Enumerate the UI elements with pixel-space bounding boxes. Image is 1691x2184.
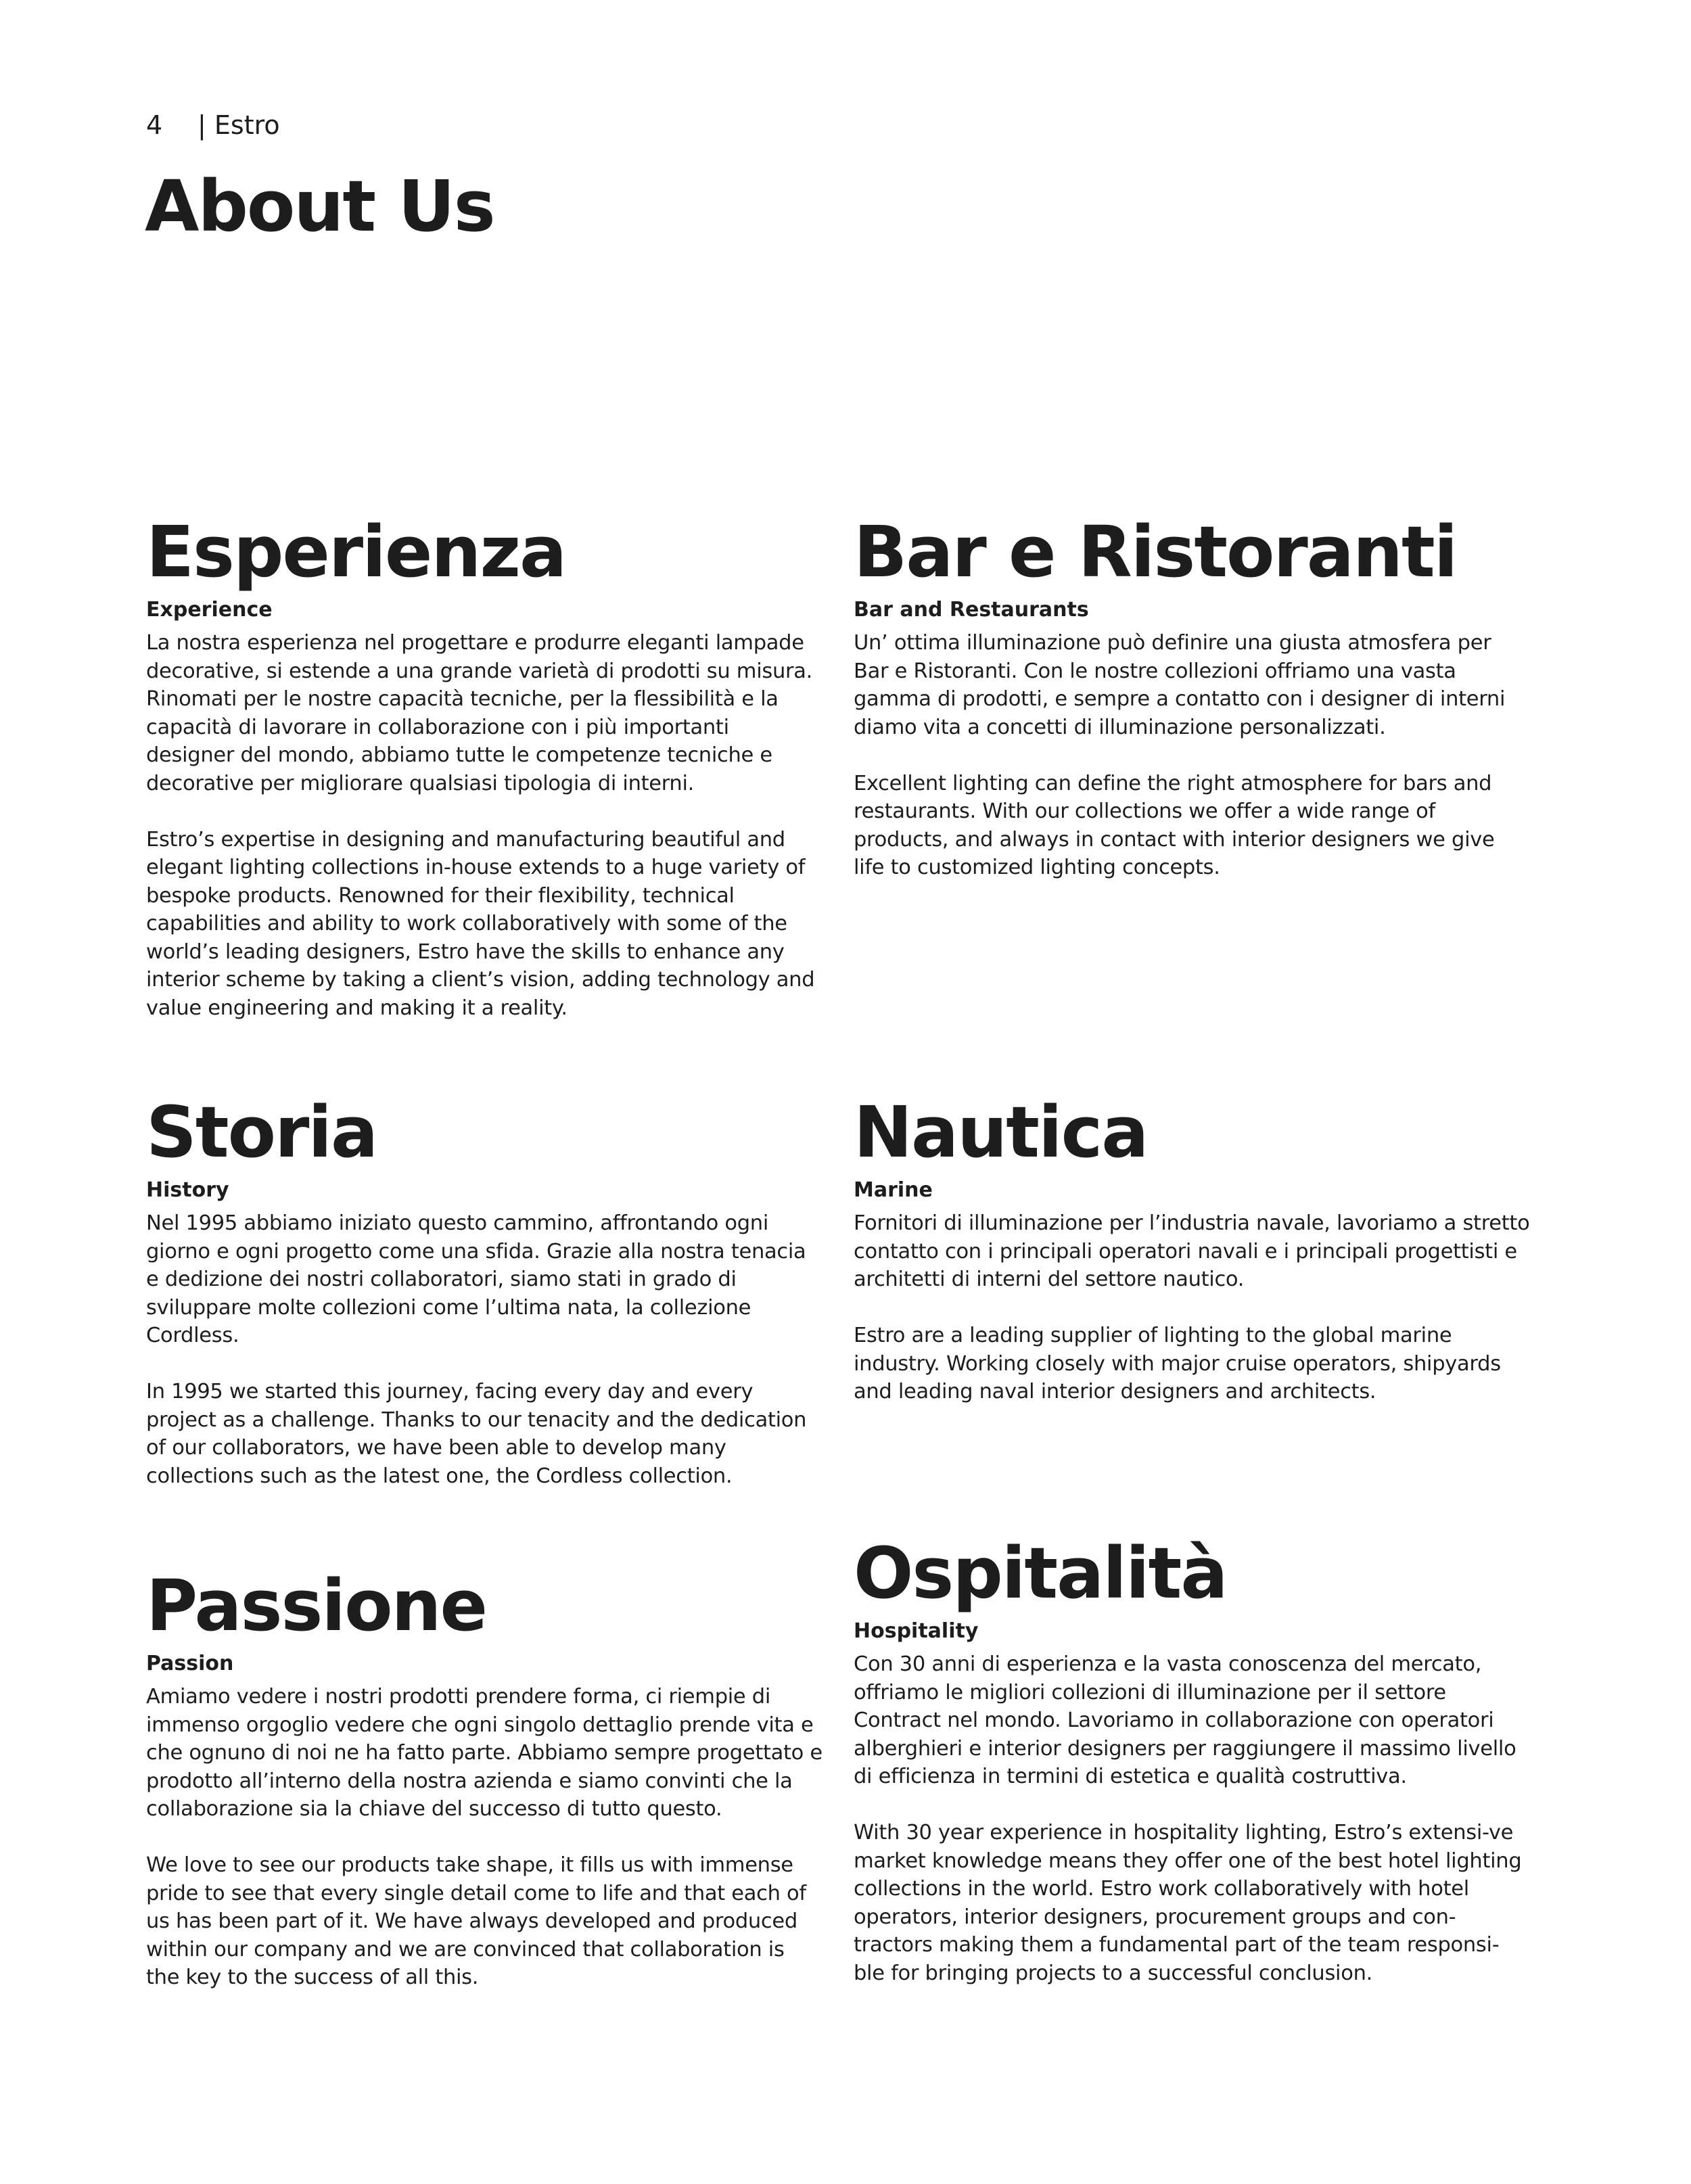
section-heading: Esperienza bbox=[146, 511, 566, 593]
section-paragraph-english: Estro are a leading supplier of lighting to the global marine industry. Working closely with major cruise operators, shipyards and leading naval interior designers and architects. bbox=[854, 1324, 1501, 1403]
page-number: 4 bbox=[146, 110, 163, 140]
page-header bbox=[146, 107, 280, 143]
section-nautica bbox=[854, 1092, 1530, 1406]
section-paragraph-italian: Amiamo vedere i nostri prodotti prendere forma, ci riempie di immenso orgoglio vedere che ogni singolo dettaglio prende vita e che ognuno di noi ne ha fatto parte. Abbiamo sempre progettato e prodotto all’interno della nostra azienda e siamo convinti che la collaborazione sia la chiave del successo di tutto questo. bbox=[146, 1685, 823, 1821]
section-subheading: Hospitality bbox=[854, 1619, 979, 1643]
section-paragraph-italian: Fornitori di illuminazione per l’industria navale, lavoriamo a stretto contatto con i principali operatori navali e i principali progettisti e architetti di interni del settore nautico. bbox=[854, 1211, 1530, 1291]
section-heading: Storia bbox=[146, 1091, 377, 1174]
section-subheading: History bbox=[146, 1178, 229, 1202]
section-bar-ristoranti bbox=[854, 511, 1530, 882]
section-paragraph-english: In 1995 we started this journey, facing every day and every project as a challenge. Thanks to our tenacity and the dedication of our collaborators, we have been able to develop many collections such as the latest one, the Cordless collection. bbox=[146, 1380, 807, 1488]
section-heading: Ospitalità bbox=[854, 1532, 1227, 1614]
section-paragraph-italian: Un’ ottima illuminazione può definire una giusta atmosfera per Bar e Ristoranti. Con le nostre collezioni offriamo una vasta gamma di prodotti, e sempre a contatto con i designer di interni diamo vita a concetti di illuminazione personalizzati. bbox=[854, 631, 1506, 739]
section-paragraph-english: Excellent lighting can define the right atmosphere for bars and restaurants. With our collections we offer a wide range of products, and always in contact with interior designers we give life to customized lighting concepts. bbox=[854, 771, 1495, 879]
section-paragraph-english: Estro’s expertise in designing and manufacturing beautiful and elegant lighting collections in-house extends to a huge variety of bespoke products. Renowned for their flexibility, technical capabilities and ability to work collaboratively with some of the world’s leading designers, Estro have the skills to enhance any interior scheme by taking a client’s vision, adding technology and value engineering and making it a reality. bbox=[146, 827, 815, 1020]
section-subheading: Passion bbox=[146, 1652, 234, 1675]
section-subheading: Marine bbox=[854, 1178, 933, 1202]
section-paragraph-italian: Con 30 anni di esperienza e la vasta conoscenza del mercato, offriamo le migliori collezioni di illuminazione per il settore Contract nel mondo. Lavoriamo in collaborazione con operatori alberghieri e interior designers per raggiungere il massimo livello di efficienza in termini di estetica e qualità costruttiva. bbox=[854, 1652, 1516, 1788]
section-paragraph-italian: Nel 1995 abbiamo iniziato questo cammino, affrontando ogni giorno e ogni progetto come una sfida. Grazie alla nostra tenacia e dedizione dei nostri collaboratori, siamo stati in grado di sviluppare molte collezioni come l’ultima nata, la collezione Cordless. bbox=[146, 1211, 806, 1347]
section-heading: Passione bbox=[146, 1564, 487, 1647]
section-paragraph-italian: La nostra esperienza nel progettare e produrre eleganti lampade decorative, si estende a una grande varietà di prodotti su misura. Rinomati per le nostre capacità tecniche, per la flessibilità e la capacità di lavorare in collaborazione con i più importanti designer del mondo, abbiamo tutte le competenze tecniche e decorative per migliorare qualsiasi tipologia di interni. bbox=[146, 631, 813, 795]
section-paragraph-english: We love to see our products take shape, it fills us with immense pride to see that every single detail come to life and that each of us has been part of it. We have always developed and produced within our company and we are convinced that collaboration is the key to the success of all this. bbox=[146, 1853, 806, 1989]
section-paragraph-english: With 30 year experience in hospitality lighting, Estro’s extensi-ve market knowledge means they offer one of the best hotel lighting collections in the world. Estro work collaboratively with hotel operators, interior designers, procurement groups and con-tractors making them a fundamental part of the team responsi-ble for bringing projects to a successful conclusion. bbox=[854, 1821, 1522, 1985]
section-subheading: Bar and Restaurants bbox=[854, 598, 1089, 622]
section-subheading: Experience bbox=[146, 598, 273, 622]
section-esperienza bbox=[146, 511, 823, 1022]
section-passione bbox=[146, 1565, 823, 1992]
brand-label: | Estro bbox=[198, 110, 280, 140]
section-ospitalita bbox=[854, 1533, 1530, 1987]
page-title: About Us bbox=[145, 165, 494, 248]
section-heading: Bar e Ristoranti bbox=[854, 511, 1457, 593]
section-heading: Nautica bbox=[854, 1091, 1148, 1174]
section-storia bbox=[146, 1092, 823, 1490]
